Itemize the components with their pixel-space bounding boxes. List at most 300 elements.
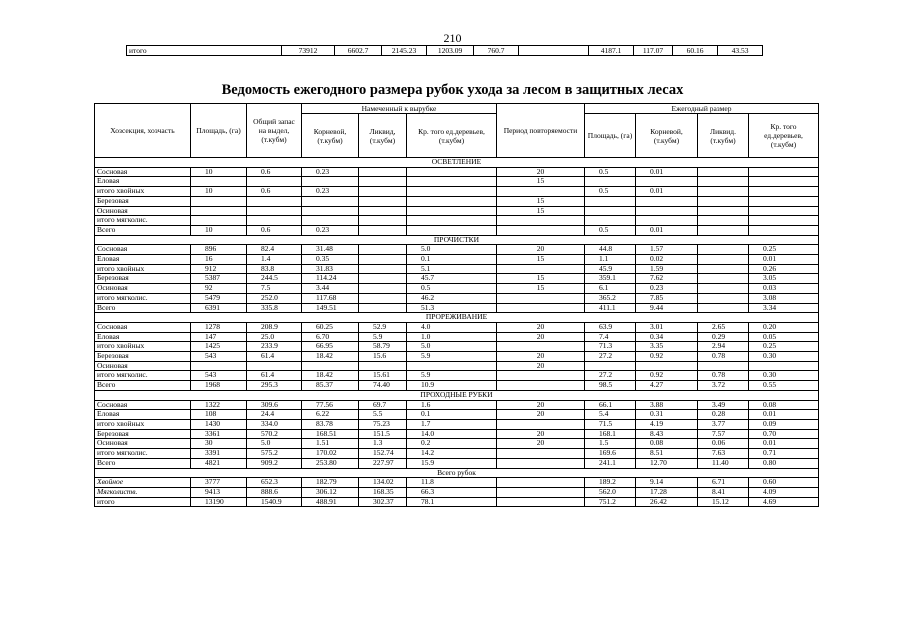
- row-cell: 52.9: [359, 322, 407, 332]
- row-cell: [407, 216, 497, 226]
- row-cell: 5.4: [585, 410, 636, 420]
- table-row: [95, 478, 819, 488]
- table-row: [95, 410, 819, 420]
- row-cell: 168.35: [359, 487, 407, 497]
- row-cell: 117.68: [302, 293, 359, 303]
- row-cell: [407, 187, 497, 197]
- row-cell: [407, 196, 497, 206]
- row-cell: 0.23: [302, 187, 359, 197]
- row-cell: 652.3: [247, 478, 302, 488]
- row-label: Сосновая: [95, 167, 191, 177]
- row-cell: 3.01: [636, 322, 698, 332]
- row-cell: 26.42: [636, 497, 698, 507]
- row-cell: 1.1: [585, 255, 636, 265]
- row-cell: 0.5: [585, 187, 636, 197]
- section-header-row: [95, 158, 819, 168]
- row-cell: [302, 216, 359, 226]
- row-cell: [749, 206, 819, 216]
- row-cell: 4.09: [749, 487, 819, 497]
- row-cell: 45.7: [407, 274, 497, 284]
- table-row: [95, 487, 819, 497]
- row-cell: 182.79: [302, 478, 359, 488]
- header-group-annual: Ежегодный размер: [585, 104, 819, 114]
- row-cell: 15.61: [359, 371, 407, 381]
- row-cell: 10.9: [407, 381, 497, 391]
- row-cell: 1.51: [302, 439, 359, 449]
- row-cell: 189.2: [585, 478, 636, 488]
- row-cell: 13190: [191, 497, 247, 507]
- row-cell: [698, 216, 749, 226]
- row-cell: [407, 167, 497, 177]
- table-row: [95, 497, 819, 507]
- row-cell: 45.9: [585, 264, 636, 274]
- section-header-row: [95, 235, 819, 245]
- row-cell: 543: [191, 371, 247, 381]
- row-cell: [698, 187, 749, 197]
- row-cell: 4.69: [749, 497, 819, 507]
- row-cell: 66.95: [302, 342, 359, 352]
- table-row: [95, 206, 819, 216]
- row-cell: 0.09: [749, 419, 819, 429]
- row-label: Всего: [95, 225, 191, 235]
- header-group-planned: Намеченный к вырубке: [302, 104, 497, 114]
- row-cell: 252.0: [247, 293, 302, 303]
- row-label: итого хвойных: [95, 187, 191, 197]
- table-row: [95, 381, 819, 391]
- row-cell: [698, 206, 749, 216]
- row-cell: 44.8: [585, 245, 636, 255]
- row-cell: 78.1: [407, 497, 497, 507]
- row-cell: 0.05: [749, 332, 819, 342]
- row-cell: [698, 225, 749, 235]
- row-cell: [497, 187, 585, 197]
- row-label: Березовая: [95, 352, 191, 362]
- row-cell: [636, 177, 698, 187]
- row-cell: 0.30: [749, 371, 819, 381]
- row-cell: 2.65: [698, 322, 749, 332]
- row-label: Еловая: [95, 177, 191, 187]
- row-cell: 10: [191, 225, 247, 235]
- row-label: итого хвойных: [95, 342, 191, 352]
- row-cell: 4.27: [636, 381, 698, 391]
- row-cell: 8.43: [636, 429, 698, 439]
- row-cell: [497, 225, 585, 235]
- row-cell: 575.2: [247, 449, 302, 459]
- row-cell: 108: [191, 410, 247, 420]
- row-cell: 98.5: [585, 381, 636, 391]
- table-row: [95, 449, 819, 459]
- row-cell: 0.23: [302, 167, 359, 177]
- row-cell: 5.1: [407, 264, 497, 274]
- row-cell: [359, 196, 407, 206]
- row-cell: 15: [497, 284, 585, 294]
- row-label: Осиновая: [95, 284, 191, 294]
- row-cell: 0.60: [749, 478, 819, 488]
- row-cell: 3391: [191, 449, 247, 459]
- row-cell: 58.79: [359, 342, 407, 352]
- row-cell: 0.08: [749, 400, 819, 410]
- row-cell: 77.56: [302, 400, 359, 410]
- row-cell: 3.49: [698, 400, 749, 410]
- row-cell: 20: [497, 361, 585, 371]
- section-title: ПРОРЕЖИВАНИЕ: [95, 313, 819, 323]
- carryover-row-table: [126, 45, 763, 56]
- row-cell: [497, 264, 585, 274]
- row-cell: [359, 293, 407, 303]
- row-cell: 6.1: [585, 284, 636, 294]
- row-cell: [749, 225, 819, 235]
- row-cell: 4.0: [407, 322, 497, 332]
- row-label: Осиновая: [95, 361, 191, 371]
- row-cell: 0.25: [749, 245, 819, 255]
- row-cell: 241.1: [585, 458, 636, 468]
- row-cell: [636, 216, 698, 226]
- table-row: [95, 274, 819, 284]
- row-cell: [585, 206, 636, 216]
- row-cell: 24.4: [247, 410, 302, 420]
- row-cell: 151.5: [359, 429, 407, 439]
- row-cell: 5.9: [407, 352, 497, 362]
- row-cell: 6.70: [302, 332, 359, 342]
- row-cell: [497, 449, 585, 459]
- row-cell: 0.78: [698, 352, 749, 362]
- row-cell: 12.70: [636, 458, 698, 468]
- row-cell: 0.34: [636, 332, 698, 342]
- row-cell: [359, 167, 407, 177]
- row-cell: 149.51: [302, 303, 359, 313]
- header-name: Хозсекция, хозчасть: [95, 104, 191, 158]
- row-cell: [302, 206, 359, 216]
- row-cell: 888.6: [247, 487, 302, 497]
- row-cell: [247, 206, 302, 216]
- table-row: [95, 419, 819, 429]
- page-number: 210: [443, 31, 462, 45]
- row-cell: 543: [191, 352, 247, 362]
- row-cell: 15: [497, 196, 585, 206]
- row-cell: 5.0: [247, 439, 302, 449]
- row-cell: 1.5: [585, 439, 636, 449]
- row-cell: 0.08: [636, 439, 698, 449]
- row-cell: 562.0: [585, 487, 636, 497]
- row-cell: 896: [191, 245, 247, 255]
- table-row: [95, 196, 819, 206]
- row-cell: 1.3: [359, 439, 407, 449]
- row-cell: [585, 196, 636, 206]
- row-cell: 4821: [191, 458, 247, 468]
- row-label: Мягколиств.: [95, 487, 191, 497]
- row-label: итого хвойных: [95, 419, 191, 429]
- row-cell: 488.91: [302, 497, 359, 507]
- row-cell: 0.25: [749, 342, 819, 352]
- row-cell: [698, 177, 749, 187]
- section-header-row: [95, 390, 819, 400]
- row-cell: 3.88: [636, 400, 698, 410]
- row-cell: 20: [497, 245, 585, 255]
- carryover-cell: 1203.09: [427, 46, 474, 56]
- carryover-cell: 73912: [282, 46, 335, 56]
- row-cell: 0.6: [247, 167, 302, 177]
- row-cell: [302, 361, 359, 371]
- row-cell: [497, 487, 585, 497]
- row-cell: 20: [497, 400, 585, 410]
- row-cell: 1278: [191, 322, 247, 332]
- row-cell: 15: [497, 206, 585, 216]
- row-cell: [749, 177, 819, 187]
- row-cell: [698, 196, 749, 206]
- row-cell: 2.94: [698, 342, 749, 352]
- row-cell: 3.05: [749, 274, 819, 284]
- row-cell: [359, 177, 407, 187]
- row-cell: 0.1: [407, 410, 497, 420]
- table-row: [95, 245, 819, 255]
- row-cell: 169.6: [585, 449, 636, 459]
- row-cell: [698, 255, 749, 265]
- row-cell: 0.20: [749, 322, 819, 332]
- row-cell: 334.0: [247, 419, 302, 429]
- row-cell: 15: [497, 274, 585, 284]
- row-cell: 15.9: [407, 458, 497, 468]
- row-cell: 1.4: [247, 255, 302, 265]
- row-cell: 0.03: [749, 284, 819, 294]
- row-cell: 3.77: [698, 419, 749, 429]
- row-label: Осиновая: [95, 206, 191, 216]
- row-cell: 31.83: [302, 264, 359, 274]
- carryover-cell: 2145.23: [382, 46, 427, 56]
- section-header-row: [95, 468, 819, 478]
- row-cell: [497, 497, 585, 507]
- row-cell: 365.2: [585, 293, 636, 303]
- row-cell: [407, 177, 497, 187]
- row-cell: 570.2: [247, 429, 302, 439]
- row-cell: 0.28: [698, 410, 749, 420]
- row-cell: 46.2: [407, 293, 497, 303]
- row-cell: 1.7: [407, 419, 497, 429]
- row-cell: [247, 216, 302, 226]
- row-cell: [247, 196, 302, 206]
- row-cell: [407, 225, 497, 235]
- row-cell: 114.24: [302, 274, 359, 284]
- carryover-cell: 60.16: [673, 46, 718, 56]
- row-cell: [749, 187, 819, 197]
- header-annual-area: Площадь, (га): [585, 114, 636, 158]
- row-cell: 20: [497, 332, 585, 342]
- row-label: Березовая: [95, 274, 191, 284]
- row-cell: 83.8: [247, 264, 302, 274]
- row-cell: 5.5: [359, 410, 407, 420]
- row-cell: [585, 361, 636, 371]
- header-root: Корневой, (т.кубм): [302, 114, 359, 158]
- row-label: Еловая: [95, 332, 191, 342]
- table-body: [95, 158, 819, 507]
- table-row: [95, 371, 819, 381]
- row-cell: [359, 245, 407, 255]
- row-cell: 5.9: [359, 332, 407, 342]
- row-cell: 0.78: [698, 371, 749, 381]
- row-cell: 208.9: [247, 322, 302, 332]
- row-cell: 82.4: [247, 245, 302, 255]
- row-cell: 4.19: [636, 419, 698, 429]
- row-cell: [497, 478, 585, 488]
- table-row: [95, 322, 819, 332]
- row-cell: 20: [497, 439, 585, 449]
- row-cell: 71.5: [585, 419, 636, 429]
- row-label: Сосновая: [95, 400, 191, 410]
- row-cell: 152.74: [359, 449, 407, 459]
- row-cell: 17.28: [636, 487, 698, 497]
- row-label: итого мягколис.: [95, 216, 191, 226]
- row-label: Хвойное: [95, 478, 191, 488]
- row-cell: 85.37: [302, 381, 359, 391]
- row-cell: [497, 303, 585, 313]
- row-cell: 0.92: [636, 371, 698, 381]
- row-cell: 15.6: [359, 352, 407, 362]
- row-cell: [749, 216, 819, 226]
- row-cell: 6.71: [698, 478, 749, 488]
- table-header: [95, 104, 819, 158]
- row-cell: [698, 167, 749, 177]
- row-cell: [698, 303, 749, 313]
- row-cell: 0.01: [749, 439, 819, 449]
- row-cell: 233.9: [247, 342, 302, 352]
- row-cell: 0.80: [749, 458, 819, 468]
- row-cell: 3.34: [749, 303, 819, 313]
- row-cell: 6.22: [302, 410, 359, 420]
- row-cell: [359, 255, 407, 265]
- row-cell: 0.01: [749, 255, 819, 265]
- row-cell: 15: [497, 177, 585, 187]
- row-cell: [359, 216, 407, 226]
- document-title: Ведомость ежегодного размера рубок ухода за лесом в защитных лесах: [221, 82, 684, 98]
- row-cell: [359, 264, 407, 274]
- header-area: Площадь, (га): [191, 104, 247, 158]
- row-cell: 66.1: [585, 400, 636, 410]
- row-cell: 25.0: [247, 332, 302, 342]
- row-cell: [698, 284, 749, 294]
- row-cell: 7.63: [698, 449, 749, 459]
- row-cell: [247, 177, 302, 187]
- row-cell: 92: [191, 284, 247, 294]
- row-cell: 10: [191, 187, 247, 197]
- row-cell: 0.06: [698, 439, 749, 449]
- row-cell: 0.5: [585, 225, 636, 235]
- header-total: Кр. того ед.деревьев, (т.кубм): [407, 114, 497, 158]
- row-cell: 302.37: [359, 497, 407, 507]
- table-row: [95, 361, 819, 371]
- header-annual-liquid: Ликвид. (т.кубм): [698, 114, 749, 158]
- row-cell: [698, 361, 749, 371]
- row-cell: [302, 196, 359, 206]
- row-label: итого мягколис.: [95, 449, 191, 459]
- row-cell: 1968: [191, 381, 247, 391]
- row-cell: 359.1: [585, 274, 636, 284]
- row-cell: [698, 264, 749, 274]
- row-cell: [359, 284, 407, 294]
- section-title: ПРОЧИСТКИ: [95, 235, 819, 245]
- row-label: Березовая: [95, 429, 191, 439]
- row-cell: [359, 303, 407, 313]
- table-row: [95, 439, 819, 449]
- row-cell: [359, 361, 407, 371]
- row-cell: [636, 206, 698, 216]
- table-row: [95, 429, 819, 439]
- row-cell: 63.9: [585, 322, 636, 332]
- row-cell: 11.40: [698, 458, 749, 468]
- row-cell: [698, 293, 749, 303]
- row-cell: 5.0: [407, 245, 497, 255]
- row-cell: 8.51: [636, 449, 698, 459]
- row-cell: 60.25: [302, 322, 359, 332]
- row-cell: 0.02: [636, 255, 698, 265]
- table-row: [95, 400, 819, 410]
- table-row: [95, 284, 819, 294]
- row-cell: 9413: [191, 487, 247, 497]
- section-title: ОСВЕТЛЕНИЕ: [95, 158, 819, 168]
- row-cell: 74.40: [359, 381, 407, 391]
- row-label: итого: [95, 497, 191, 507]
- row-cell: 83.78: [302, 419, 359, 429]
- row-cell: [247, 361, 302, 371]
- table-row: [95, 458, 819, 468]
- row-cell: 20: [497, 429, 585, 439]
- row-label: Сосновая: [95, 322, 191, 332]
- table-row: [95, 216, 819, 226]
- row-cell: 0.5: [407, 284, 497, 294]
- row-cell: 0.71: [749, 449, 819, 459]
- row-cell: 66.3: [407, 487, 497, 497]
- row-cell: 75.23: [359, 419, 407, 429]
- row-cell: [749, 196, 819, 206]
- row-cell: [698, 274, 749, 284]
- row-cell: [698, 245, 749, 255]
- row-cell: 9.14: [636, 478, 698, 488]
- row-cell: 7.85: [636, 293, 698, 303]
- row-cell: 411.1: [585, 303, 636, 313]
- row-cell: 3.72: [698, 381, 749, 391]
- carryover-label: итого: [127, 46, 282, 56]
- row-cell: 3.44: [302, 284, 359, 294]
- row-cell: 0.01: [636, 225, 698, 235]
- row-cell: 1.59: [636, 264, 698, 274]
- row-cell: [749, 361, 819, 371]
- row-cell: 227.97: [359, 458, 407, 468]
- row-cell: 0.2: [407, 439, 497, 449]
- carryover-cell: 117.07: [634, 46, 673, 56]
- row-cell: [585, 216, 636, 226]
- row-cell: 51.3: [407, 303, 497, 313]
- row-cell: 69.7: [359, 400, 407, 410]
- row-cell: 0.70: [749, 429, 819, 439]
- row-cell: [497, 216, 585, 226]
- row-cell: 61.4: [247, 371, 302, 381]
- row-cell: 0.30: [749, 352, 819, 362]
- cutting-schedule-table: [94, 103, 819, 507]
- row-cell: 0.31: [636, 410, 698, 420]
- row-cell: 71.3: [585, 342, 636, 352]
- row-cell: 0.35: [302, 255, 359, 265]
- header-annual-total: Кр. того ед.деревьев, (т.кубм): [749, 114, 819, 158]
- section-header-row: [95, 313, 819, 323]
- row-cell: [497, 458, 585, 468]
- row-cell: 0.26: [749, 264, 819, 274]
- row-cell: 10: [191, 167, 247, 177]
- row-cell: 168.51: [302, 429, 359, 439]
- header-period: Период повторяемости: [497, 104, 585, 158]
- row-cell: [497, 419, 585, 429]
- row-cell: 15.12: [698, 497, 749, 507]
- row-cell: 5387: [191, 274, 247, 284]
- row-cell: 0.01: [749, 410, 819, 420]
- row-cell: 20: [497, 167, 585, 177]
